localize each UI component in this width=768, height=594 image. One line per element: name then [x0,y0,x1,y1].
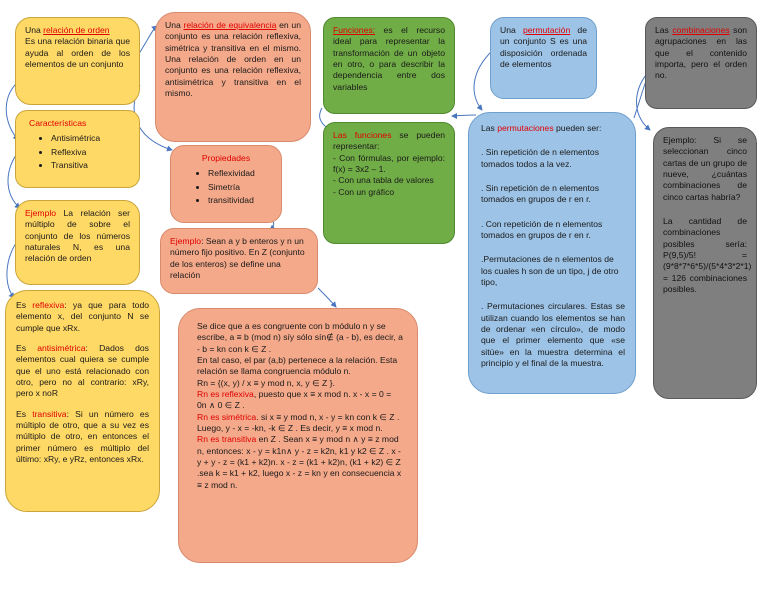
permutaciones-title: Las permutaciones pueden ser: [481,123,602,133]
antisimetrica-def: Es antisimétrica: Dados dos elementos cual quiera se cumple que el uno está relacionado con otro, pero no al contrario: xRy, pero x noR [16,343,149,399]
funciones-box [323,17,455,114]
ejemplo-orden-text: Ejemplo La relación ser múltiplo de sobre el conjunto de los números naturales N, es una relación de orden [25,208,130,264]
relacion-orden-text: Una relación de orden Es una relación binaria que ayuda al orden de los elementos de un conjunto [25,25,130,70]
relacion-equivalencia-text: Una relación de equivalencia en un conjunto es una relación reflexiva, simétrica y transitiva en el mismo. Una relación de orden en un conjunto es una relación reflexiva, antisimétrica y transitiva en el mismo. [165,20,301,99]
congruencia-simetrica: Rn es simétrica. si x ≡ y mod n, x - y = kn con k ∈ Z . Luego, y - x = -kn, -k ∈ Z . Es decir, y ≡ x mod n. [197,411,400,434]
combinaciones-text: Las combinaciones son agrupaciones en las que el contenido importa, pero el orden no. [655,25,748,81]
relacion-orden-box [15,17,140,105]
propiedades-title: Propiedades [201,153,251,163]
list-item: • Reflexividad [208,168,272,179]
combinaciones-term: combinaciones [672,25,730,35]
connector-permutaciones-funciones [452,115,476,116]
ejemplo-equivalencia-text: Ejemplo: Sean a y b enteros y n un número fijo positivo. En Z (conjunto de los enteros) se define una relación [170,236,305,281]
caracteristicas-title: Características [29,118,87,128]
list-item: • Simetría [208,182,272,193]
relacion-equivalencia-box [155,12,311,142]
permutacion-term: permutación [522,25,571,35]
propiedades-box [170,145,282,223]
ejemplo-orden-box [15,200,140,285]
congruencia-p3: Rn = {(x, y) / x ≡ y mod n, x, y ∈ Z }. [197,377,335,388]
list-item: - Con un gráfico [333,186,395,197]
propiedades-list [180,168,272,206]
ejemplo-combinaciones-answer: La cantidad de combinaciones posibles sería: P(9,5)/5! = (9*8*7*6*5)/(5*4*3*2*1) = 126 combinaciones posibles. [663,216,752,295]
list-item: • Reflexiva [51,147,130,158]
congruencia-transitiva: Rn es transitiva en Z . Sean x ≡ y mod n ∧ y ≡ z mod n, entonces: x - y = k1n∧ y - z = k2n, k1 y k2 ∈ Z . x - y + y - z = (k1 + k2)n. x - z = (k1 + k2)n, (k1 + k2) ∈ Z .sea k = k1 + k2, luego x - z = kn y en consecuencia x ≡ z mod n. [197,434,402,490]
congruencia-reflexiva: Rn es reflexiva, puesto que x ≡ x mod n. x - x = 0 = 0n ∧ 0 ∈ Z . [197,389,392,411]
transitiva-def: Es transitiva: Si un número es múltiplo de otro, que a su vez es múltiplo de otro, en entonces el primer número es múltiplo del último: xRy, e yRz, entonces xRx. [16,408,149,465]
ejemplo-equivalencia-box [160,228,318,294]
funciones-text: Funciones: es el recurso ideal para representar la transformación de un objeto en otro, o para describir la dependencia entre dos variables [333,25,445,92]
list-item: • Antisimétrica [51,133,130,144]
congruencia-box [178,308,418,563]
congruencia-p1: Se dice que a es congruente con b módulo n y se escribe, a ≡ b (mod n) síy sólo sín∉ (a - b), es decir, a - b = kn con k ∈ Z . [197,321,403,354]
list-item: . Con repetición de n elementos tomados en grupos de r en r. [481,218,603,241]
relacion-orden-term: relación de orden [43,25,110,35]
list-item: • Transitiva [51,160,130,171]
permutacion-text: Una permutación de un conjunto S es una disposición ordenada de elementos [500,25,587,70]
funciones-term: Funciones: [333,25,376,35]
list-item: . Sin repetición de n elementos tomados en grupos de r en r. [481,183,599,205]
permutaciones-box [468,112,636,394]
ejemplo-combinaciones-box [653,127,757,399]
ejemplo-combinaciones-question: Ejemplo: Si se seleccionan cinco cartas de un grupo de nueve, ¿cuántas combinaciones de cinco cartas habría? [663,135,747,202]
caracteristicas-list [25,133,130,171]
connector-ejemplo-congruencia [318,288,336,307]
reflexiva-def: Es reflexiva: ya que para todo elemento x, del conjunto N se cumple que xRx. [16,300,149,333]
list-item: . Permutaciones circulares. Estas se utilizan cuando los elementos se han de ordenar «en círculo», de modo que el primer elemento que «se sitúe» en la muestra determina el principio y el final de la muestra. [481,301,625,369]
definiciones-box [5,290,160,512]
funciones-representar-text: Las funciones se pueden representar: [333,130,446,152]
permutacion-box [490,17,597,99]
caracteristicas-box [15,110,140,188]
congruencia-p2: En tal caso, el par (a,b) pertenece a la relación. Esta relación se llama congruencia módulo n. [197,355,398,377]
list-item: - Con fórmulas, por ejemplo: f(x) = 3x2 – 1. [333,152,445,175]
list-item: . Sin repetición de n elementos tomados todos a la vez. [481,147,599,169]
list-item: • transitividad [208,195,272,206]
relacion-equivalencia-term: relación de equivalencia [183,20,277,30]
list-item: .Permutaciones de n elementos de los cuales h son de un tipo, j de otro tipo, [481,254,619,288]
funciones-representar-box [323,122,455,244]
list-item: - Con una tabla de valores [333,175,434,186]
permutaciones-term: permutaciones [497,123,554,133]
combinaciones-box [645,17,757,109]
